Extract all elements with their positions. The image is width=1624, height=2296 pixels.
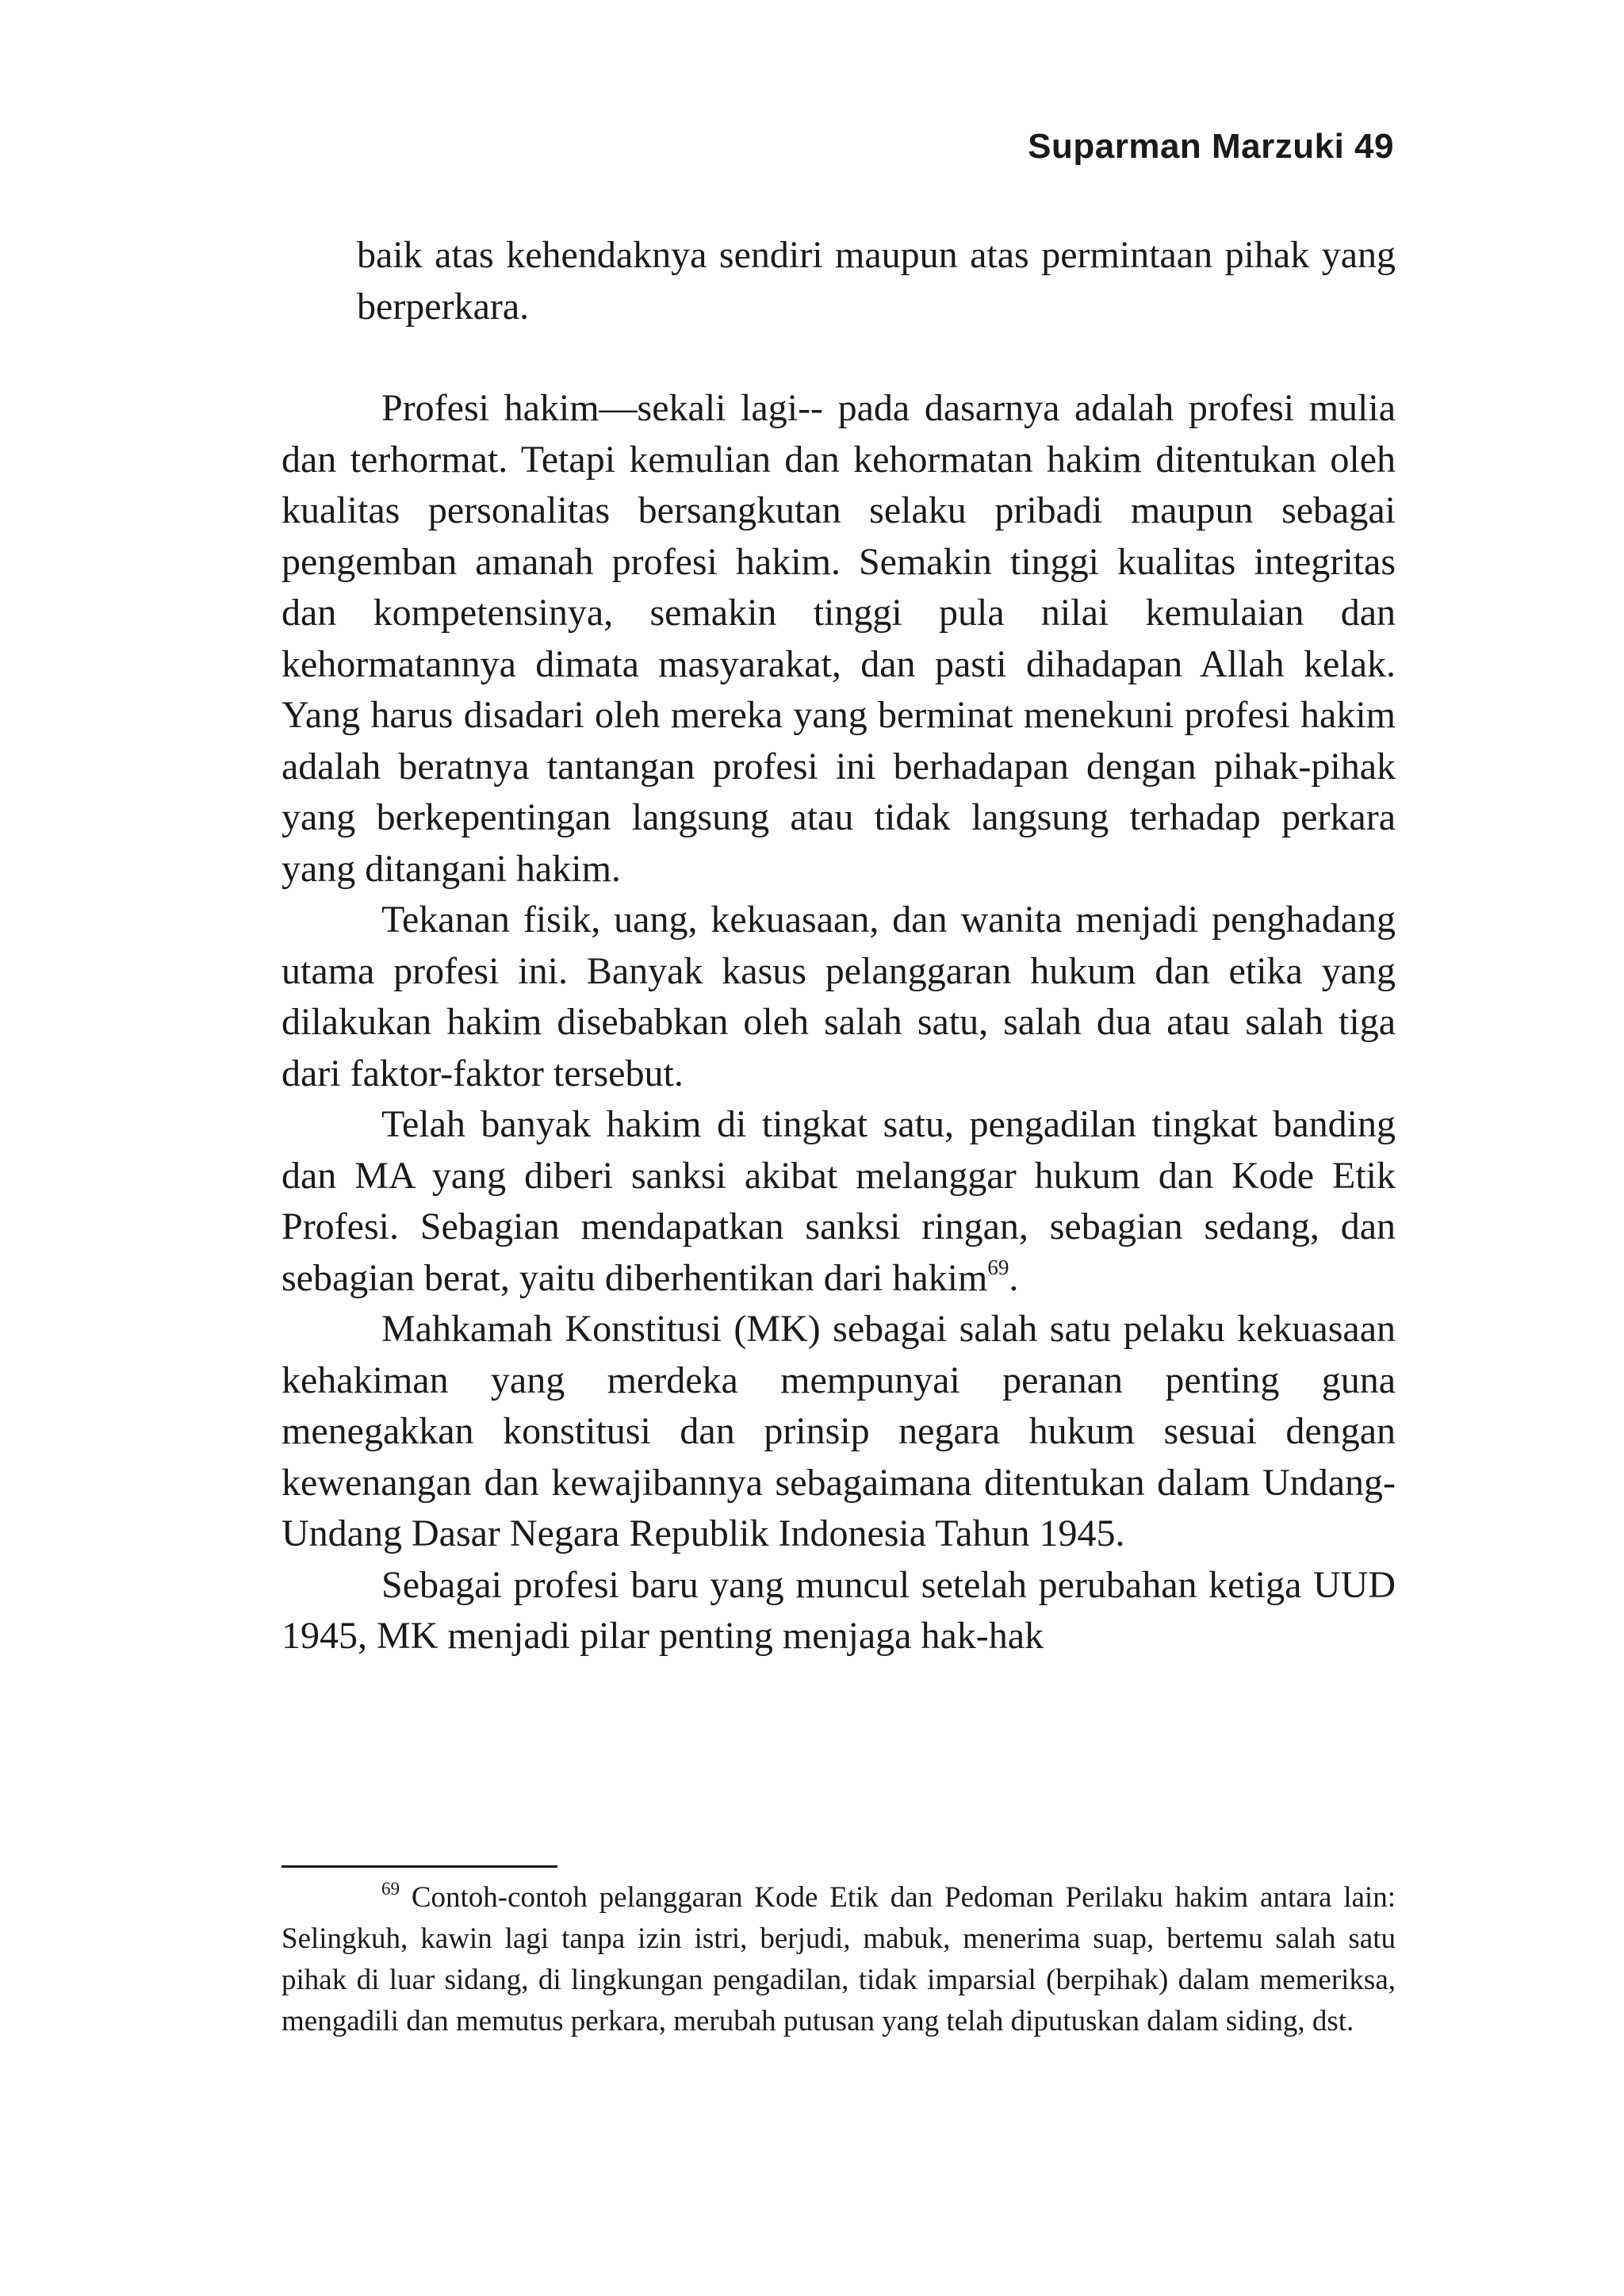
running-header: Suparman Marzuki 49 bbox=[1028, 127, 1394, 166]
paragraph: Mahkamah Konstitusi (MK) sebagai salah satu pelaku kekuasaan kehakiman yang merdeka mempunyai peranan penting guna menegakkan konstitusi dan prinsip negara hukum sesuai dengan kewenangan dan kewajibannya sebagaimana ditentukan dalam Undang-Undang Dasar Negara Republik Indonesia Tahun 1945. bbox=[282, 1308, 1396, 1554]
paragraph-end: . bbox=[1009, 1256, 1019, 1299]
continued-paragraph: baik atas kehendaknya sendiri maupun atas permintaan pihak yang berperkara. bbox=[357, 234, 1396, 328]
footnote-number: 69 bbox=[381, 1879, 400, 1899]
main-text bbox=[282, 230, 1396, 1662]
paragraph-text: Telah banyak hakim di tingkat satu, pengadilan tingkat banding dan MA yang diberi sanksi akibat melanggar hukum dan Kode Etik Profesi. Sebagian mendapatkan sanksi ringan, sebagian sedang, dan sebagian berat, yaitu diberhentikan dari hakim bbox=[282, 1103, 1396, 1299]
paragraph bbox=[282, 1099, 1396, 1304]
paragraph: Tekanan fisik, uang, kekuasaan, dan wanita menjadi penghadang utama profesi ini. Banyak kasus pelanggaran hukum dan etika yang dilakukan hakim disebabkan oleh salah satu, salah dua atau salah tiga dari faktor-faktor tersebut. bbox=[282, 899, 1396, 1094]
paragraph: Profesi hakim—sekali lagi-- pada dasarnya adalah profesi mulia dan terhormat. Tetapi kemulian dan kehormatan hakim ditentukan oleh kualitas personalitas bersangkutan selaku pribadi maupun sebagai pengemban amanah profesi hakim. Semakin tinggi kualitas integritas dan kompetensinya, semakin tinggi pula nilai kemulaian dan kehormatannya dimata masyarakat, dan pasti dihadapan Allah kelak. Yang harus disadari oleh mereka yang berminat menekuni profesi hakim adalah beratnya tantangan profesi ini berhadapan dengan pihak-pihak yang berkepentingan langsung atau tidak langsung terhadap perkara yang ditangani hakim. bbox=[282, 387, 1396, 890]
footnote-reference: 69 bbox=[987, 1255, 1009, 1279]
footnote-separator bbox=[282, 1865, 557, 1868]
paragraph: Sebagai profesi baru yang muncul setelah perubahan ketiga UUD 1945, MK menjadi pilar penting menjaga hak-hak bbox=[282, 1563, 1396, 1657]
footnote-text: Contoh-contoh pelanggaran Kode Etik dan Pedoman Perilaku hakim antara lain: Selingkuh, kawin lagi tanpa izin istri, berjudi, mabuk, menerima suap, bertemu salah satu pihak di luar sidang, di lingkungan pengadilan, tidak imparsial (berpihak) dalam memeriksa, mengadili dan memutus perkara, merubah putusan yang telah diputuskan dalam siding, dst. bbox=[282, 1881, 1396, 2037]
footnote bbox=[282, 1877, 1396, 2042]
